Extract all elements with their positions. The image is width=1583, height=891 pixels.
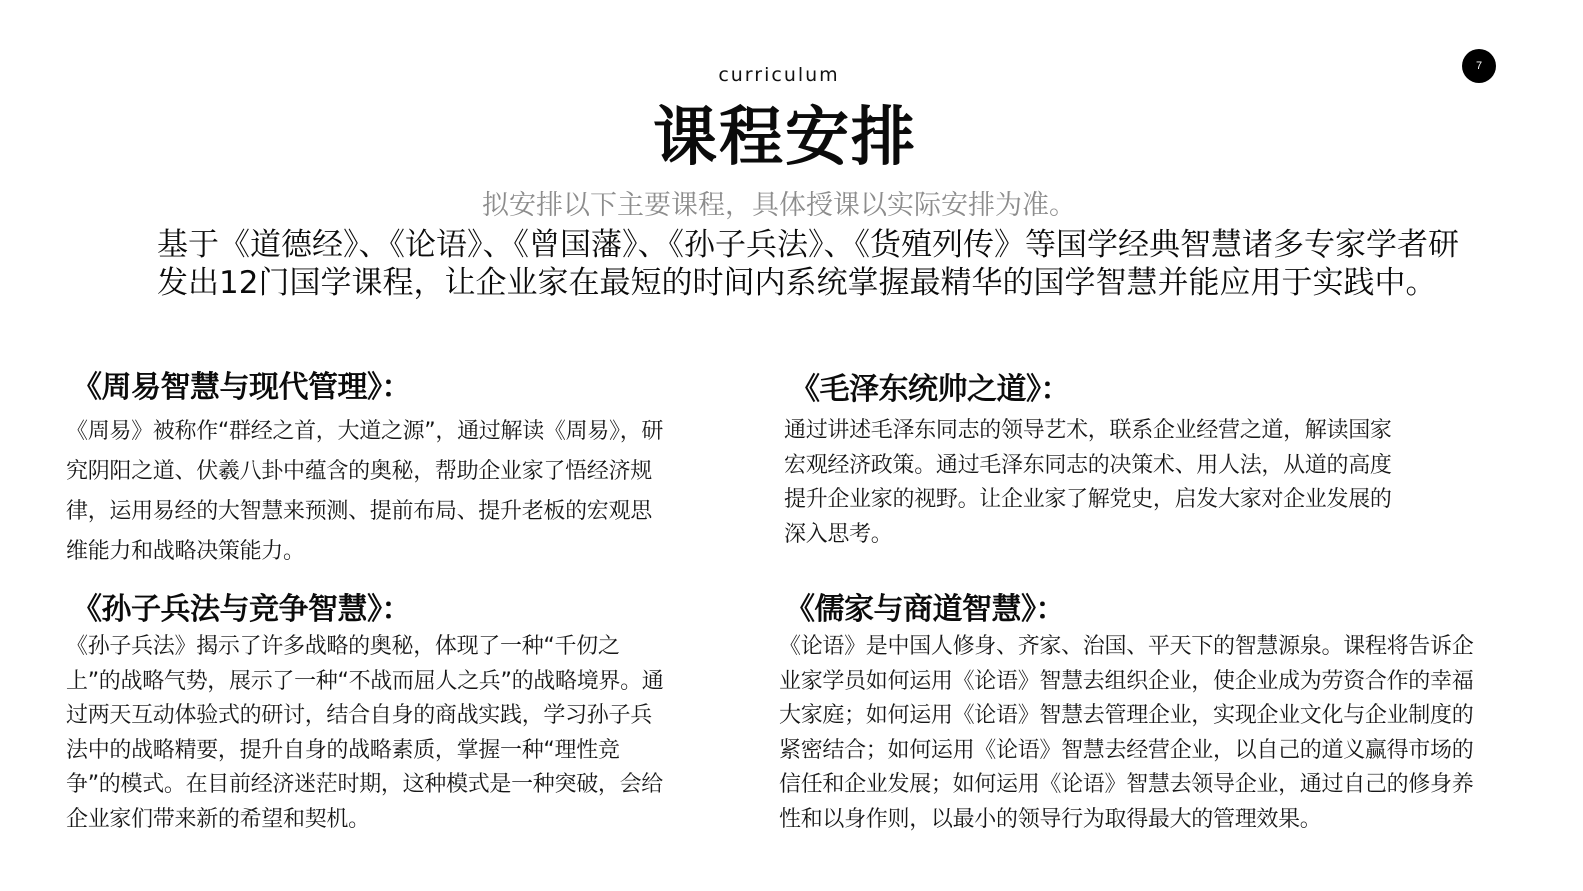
course-description: 《周易》被称作“群经之首，大道之源”，通过解读《周易》，研究阴阳之道、伏羲八卦中蕴含的奥秘，帮助企业家了悟经济规律，运用易经的大智慧来预测、提前布局、提升老板的宏观思维能力和战略决策能力。 — [66, 419, 664, 564]
course-description: 《论语》是中国人修身、齐家、治国、平天下的智慧源泉。课程将告诉企业家学员如何运用《论语》智慧去组织企业，使企业成为劳资合作的幸福大家庭；如何运用《论语》智慧去管理企业，实现企业文化与企业制度的紧密结合；如何运用《论语》智慧去经营企业，以自己的道义赢得市场的信任和企业发展；如何运用《论语》智慧去领导企业，通过自己的修身养性和以身作则，以最小的领导行为取得最大的管理效果。 — [779, 634, 1474, 832]
course-title: 《儒家与商道智慧》： — [785, 592, 1065, 627]
page-number-badge: 7 — [1462, 49, 1496, 83]
course-description: 《孙子兵法》揭示了许多战略的奥秘，体现了一种“千仞之上”的战略气势，展示了一种“不战而屈人之兵”的战略境界。通过两天互动体验式的研讨，结合自身的商战实践，学习孙子兵法中的战略精要，提升自身的战略素质，掌握一种“理性竞争”的模式。在目前经济迷茫时期，这种模式是一种突破，会给企业家们带来新的希望和契机。 — [66, 634, 664, 832]
intro-paragraph: 基于《道德经》、《论语》、《曾国藩》、《孙子兵法》、《货殖列传》等国学经典智慧诸多专家学者研发出12门国学课程，让企业家在最短的时间内系统掌握最精华的国学智慧并能应用于实践中。 — [157, 227, 1459, 301]
course-mao-zedong — [784, 364, 1406, 552]
course-title: 《孙子兵法与竞争智慧》： — [72, 592, 411, 627]
page-title: 课程安排 — [653, 101, 917, 175]
course-zhouyi — [66, 362, 666, 572]
section-kicker: curriculum — [718, 64, 840, 86]
course-description: 通过讲述毛泽东同志的领导艺术，联系企业经营之道，解读国家宏观经济政策。通过毛泽东同志的决策术、用人法，从道的高度提升企业家的视野。让企业家了解党史，启发大家对企业发展的深入思考。 — [784, 418, 1392, 547]
course-sunzi — [66, 584, 666, 837]
course-title: 《毛泽东统帅之道》： — [790, 372, 1070, 407]
course-confucian-business — [779, 584, 1481, 837]
course-title: 《周易智慧与现代管理》： — [72, 370, 411, 405]
page-subtitle: 拟安排以下主要课程，具体授课以实际安排为准。 — [482, 190, 1076, 221]
